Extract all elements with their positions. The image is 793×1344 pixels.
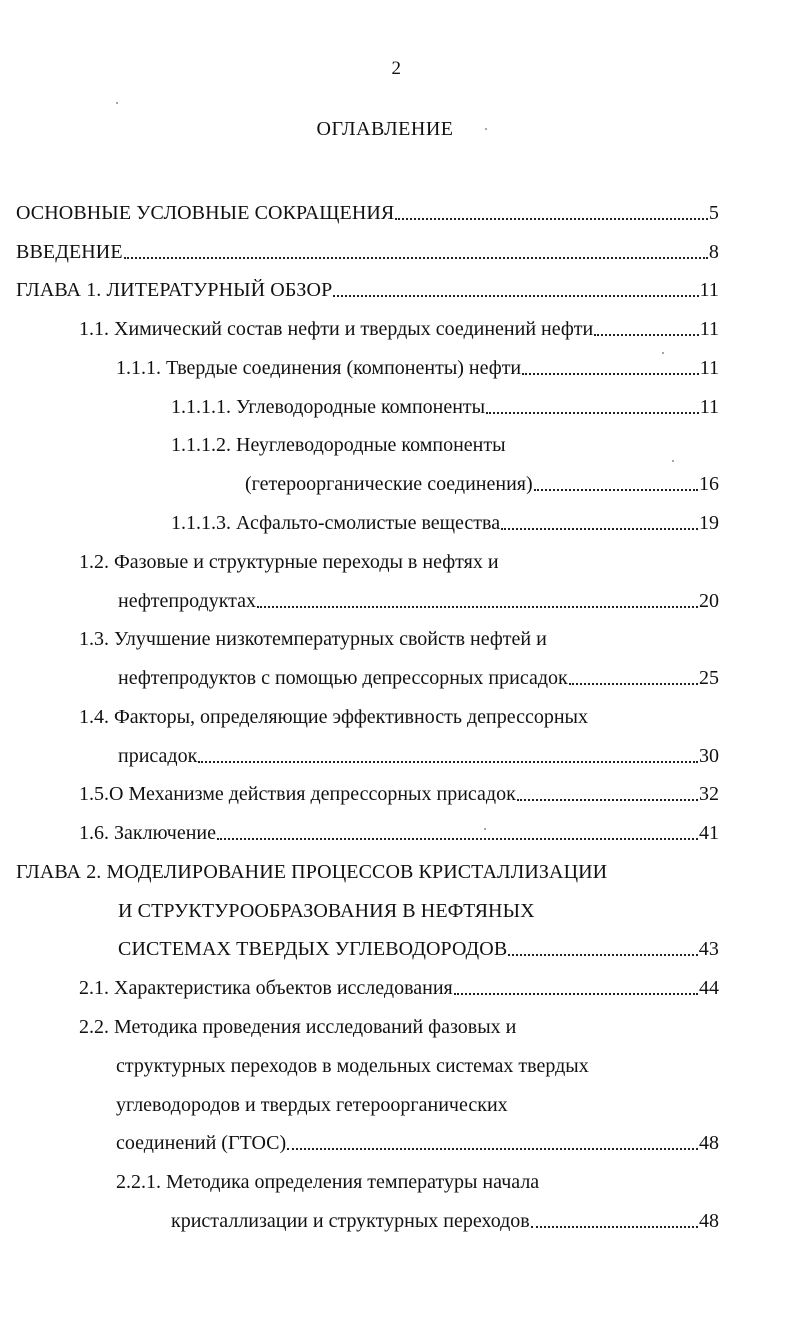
- toc-entry-page: 20: [699, 590, 719, 612]
- toc-entry-text: углеводородов и твердых гетероорганических: [116, 1094, 508, 1116]
- toc-entry: [16, 273, 719, 303]
- toc-entry-text: 1.4. Факторы, определяющие эффективность депрессорных: [79, 706, 588, 728]
- toc-entry: [79, 816, 719, 846]
- toc-entry: [118, 584, 719, 614]
- leader-dots: [594, 334, 698, 336]
- toc-entry: [118, 661, 719, 691]
- toc-entry-text: 1.1.1.2. Неуглеводородные компоненты: [171, 434, 506, 456]
- leader-dots: [395, 218, 708, 220]
- toc-entry-text: структурных переходов в модельных системах твердых: [116, 1055, 589, 1077]
- toc-entry: [118, 739, 719, 769]
- toc-entry-text: 1.1.1. Твердые соединения (компоненты) нефти: [116, 357, 522, 379]
- toc-entry-text: нефтепродуктов с помощью депрессорных присадок: [118, 667, 568, 689]
- toc-entry-page: 8: [708, 241, 719, 263]
- toc-entry: [171, 506, 719, 536]
- leader-dots: [287, 1148, 698, 1150]
- toc-entry-page: 11: [699, 357, 719, 379]
- toc-entry-page: 32: [699, 783, 719, 805]
- leader-dots: [531, 1226, 698, 1228]
- toc-entry: [79, 545, 719, 575]
- toc-entry-text: 1.6. Заключение: [79, 822, 216, 844]
- leader-dots: [522, 373, 699, 375]
- toc-entry: [171, 428, 719, 458]
- toc-entry-text: ВВЕДЕНИЕ: [16, 241, 123, 263]
- leader-dots: [333, 295, 698, 297]
- toc-entry-page: 11: [699, 396, 719, 418]
- toc-entry-text: ГЛАВА 2. МОДЕЛИРОВАНИЕ ПРОЦЕССОВ КРИСТАЛЛИЗАЦИИ: [16, 861, 608, 883]
- toc-entry-page: 5: [708, 202, 719, 224]
- toc-entry-text: кристаллизации и структурных переходов: [171, 1210, 530, 1232]
- scan-speck: [116, 102, 118, 104]
- scan-speck: [485, 128, 487, 130]
- toc-entry-page: 48: [699, 1132, 719, 1154]
- toc-entry-text: И СТРУКТУРООБРАЗОВАНИЯ В НЕФТЯНЫХ: [118, 900, 535, 922]
- toc-entry-text: СИСТЕМАХ ТВЕРДЫХ УГЛЕВОДОРОДОВ: [118, 938, 508, 960]
- toc-entry: [118, 894, 719, 924]
- toc-entry: [79, 700, 719, 730]
- toc-entry: [116, 351, 719, 381]
- leader-dots: [501, 528, 698, 530]
- toc-entry: [171, 390, 719, 420]
- toc-entry: [118, 932, 719, 962]
- toc-entry-page: 19: [699, 512, 719, 534]
- toc-entry: [79, 971, 719, 1001]
- leader-dots: [508, 954, 698, 956]
- toc-entry: [245, 467, 719, 497]
- toc-entry-page: 11: [699, 318, 719, 340]
- toc-entry: [116, 1126, 719, 1156]
- toc-entry-text: соединений (ГТОС): [116, 1132, 287, 1154]
- toc-entry: [116, 1165, 719, 1195]
- toc-entry: [16, 235, 719, 265]
- toc-entry-text: 1.1.1.3. Асфальто-смолистые вещества: [171, 512, 501, 534]
- toc-entry: [171, 1204, 719, 1234]
- toc-entry-page: 11: [699, 279, 719, 301]
- toc-entry-text: 2.1. Характеристика объектов исследования: [79, 977, 453, 999]
- toc-entry-text: 1.3. Улучшение низкотемпературных свойств нефтей и: [79, 628, 547, 650]
- toc-entry-text: присадок: [118, 745, 198, 767]
- scan-speck: [484, 828, 486, 830]
- toc-title: ОГЛАВЛЕНИЕ: [316, 118, 454, 140]
- leader-dots: [217, 838, 698, 840]
- toc-entry-text: (гетероорганические соединения): [245, 473, 533, 495]
- scan-speck: [662, 352, 664, 354]
- toc-entry: [79, 622, 719, 652]
- toc-entry-text: ОСНОВНЫЕ УСЛОВНЫЕ СОКРАЩЕНИЯ: [16, 202, 395, 224]
- toc-entry-text: 1.5.О Механизме действия депрессорных присадок: [79, 783, 516, 805]
- toc-entry-text: ГЛАВА 1. ЛИТЕРАТУРНЫЙ ОБЗОР: [16, 279, 333, 301]
- toc-entry-page: 44: [699, 977, 719, 999]
- page-number: 2: [391, 58, 402, 79]
- toc-entry-text: 1.1. Химический состав нефти и твердых соединений нефти: [79, 318, 594, 340]
- toc-entry-text: нефтепродуктах: [118, 590, 257, 612]
- toc-entry: [116, 1088, 719, 1118]
- leader-dots: [517, 799, 698, 801]
- leader-dots: [198, 761, 698, 763]
- scan-speck: [672, 460, 674, 462]
- toc-entry-text: 1.1.1.1. Углеводородные компоненты: [171, 396, 486, 418]
- toc-entry-page: 16: [699, 473, 719, 495]
- leader-dots: [486, 412, 699, 414]
- leader-dots: [534, 489, 698, 491]
- toc-entry-page: 41: [699, 822, 719, 844]
- leader-dots: [454, 993, 698, 995]
- leader-dots: [257, 606, 698, 608]
- toc-entry-text: 1.2. Фазовые и структурные переходы в нефтях и: [79, 551, 499, 573]
- toc-entry: [79, 777, 719, 807]
- toc-entry-text: 2.2. Методика проведения исследований фазовых и: [79, 1016, 517, 1038]
- toc-entry-page: 43: [698, 938, 719, 960]
- toc-entry-page: 25: [699, 667, 719, 689]
- toc-entry: [116, 1049, 719, 1079]
- toc-entry-page: 48: [699, 1210, 719, 1232]
- toc-entry: [79, 1010, 719, 1040]
- leader-dots: [569, 683, 698, 685]
- toc-entry-text: 2.2.1. Методика определения температуры начала: [116, 1171, 540, 1193]
- toc-entry: [79, 312, 719, 342]
- leader-dots: [124, 257, 708, 259]
- toc-entry-page: 30: [699, 745, 719, 767]
- toc-entry: [16, 196, 719, 226]
- toc-entry: [16, 855, 719, 885]
